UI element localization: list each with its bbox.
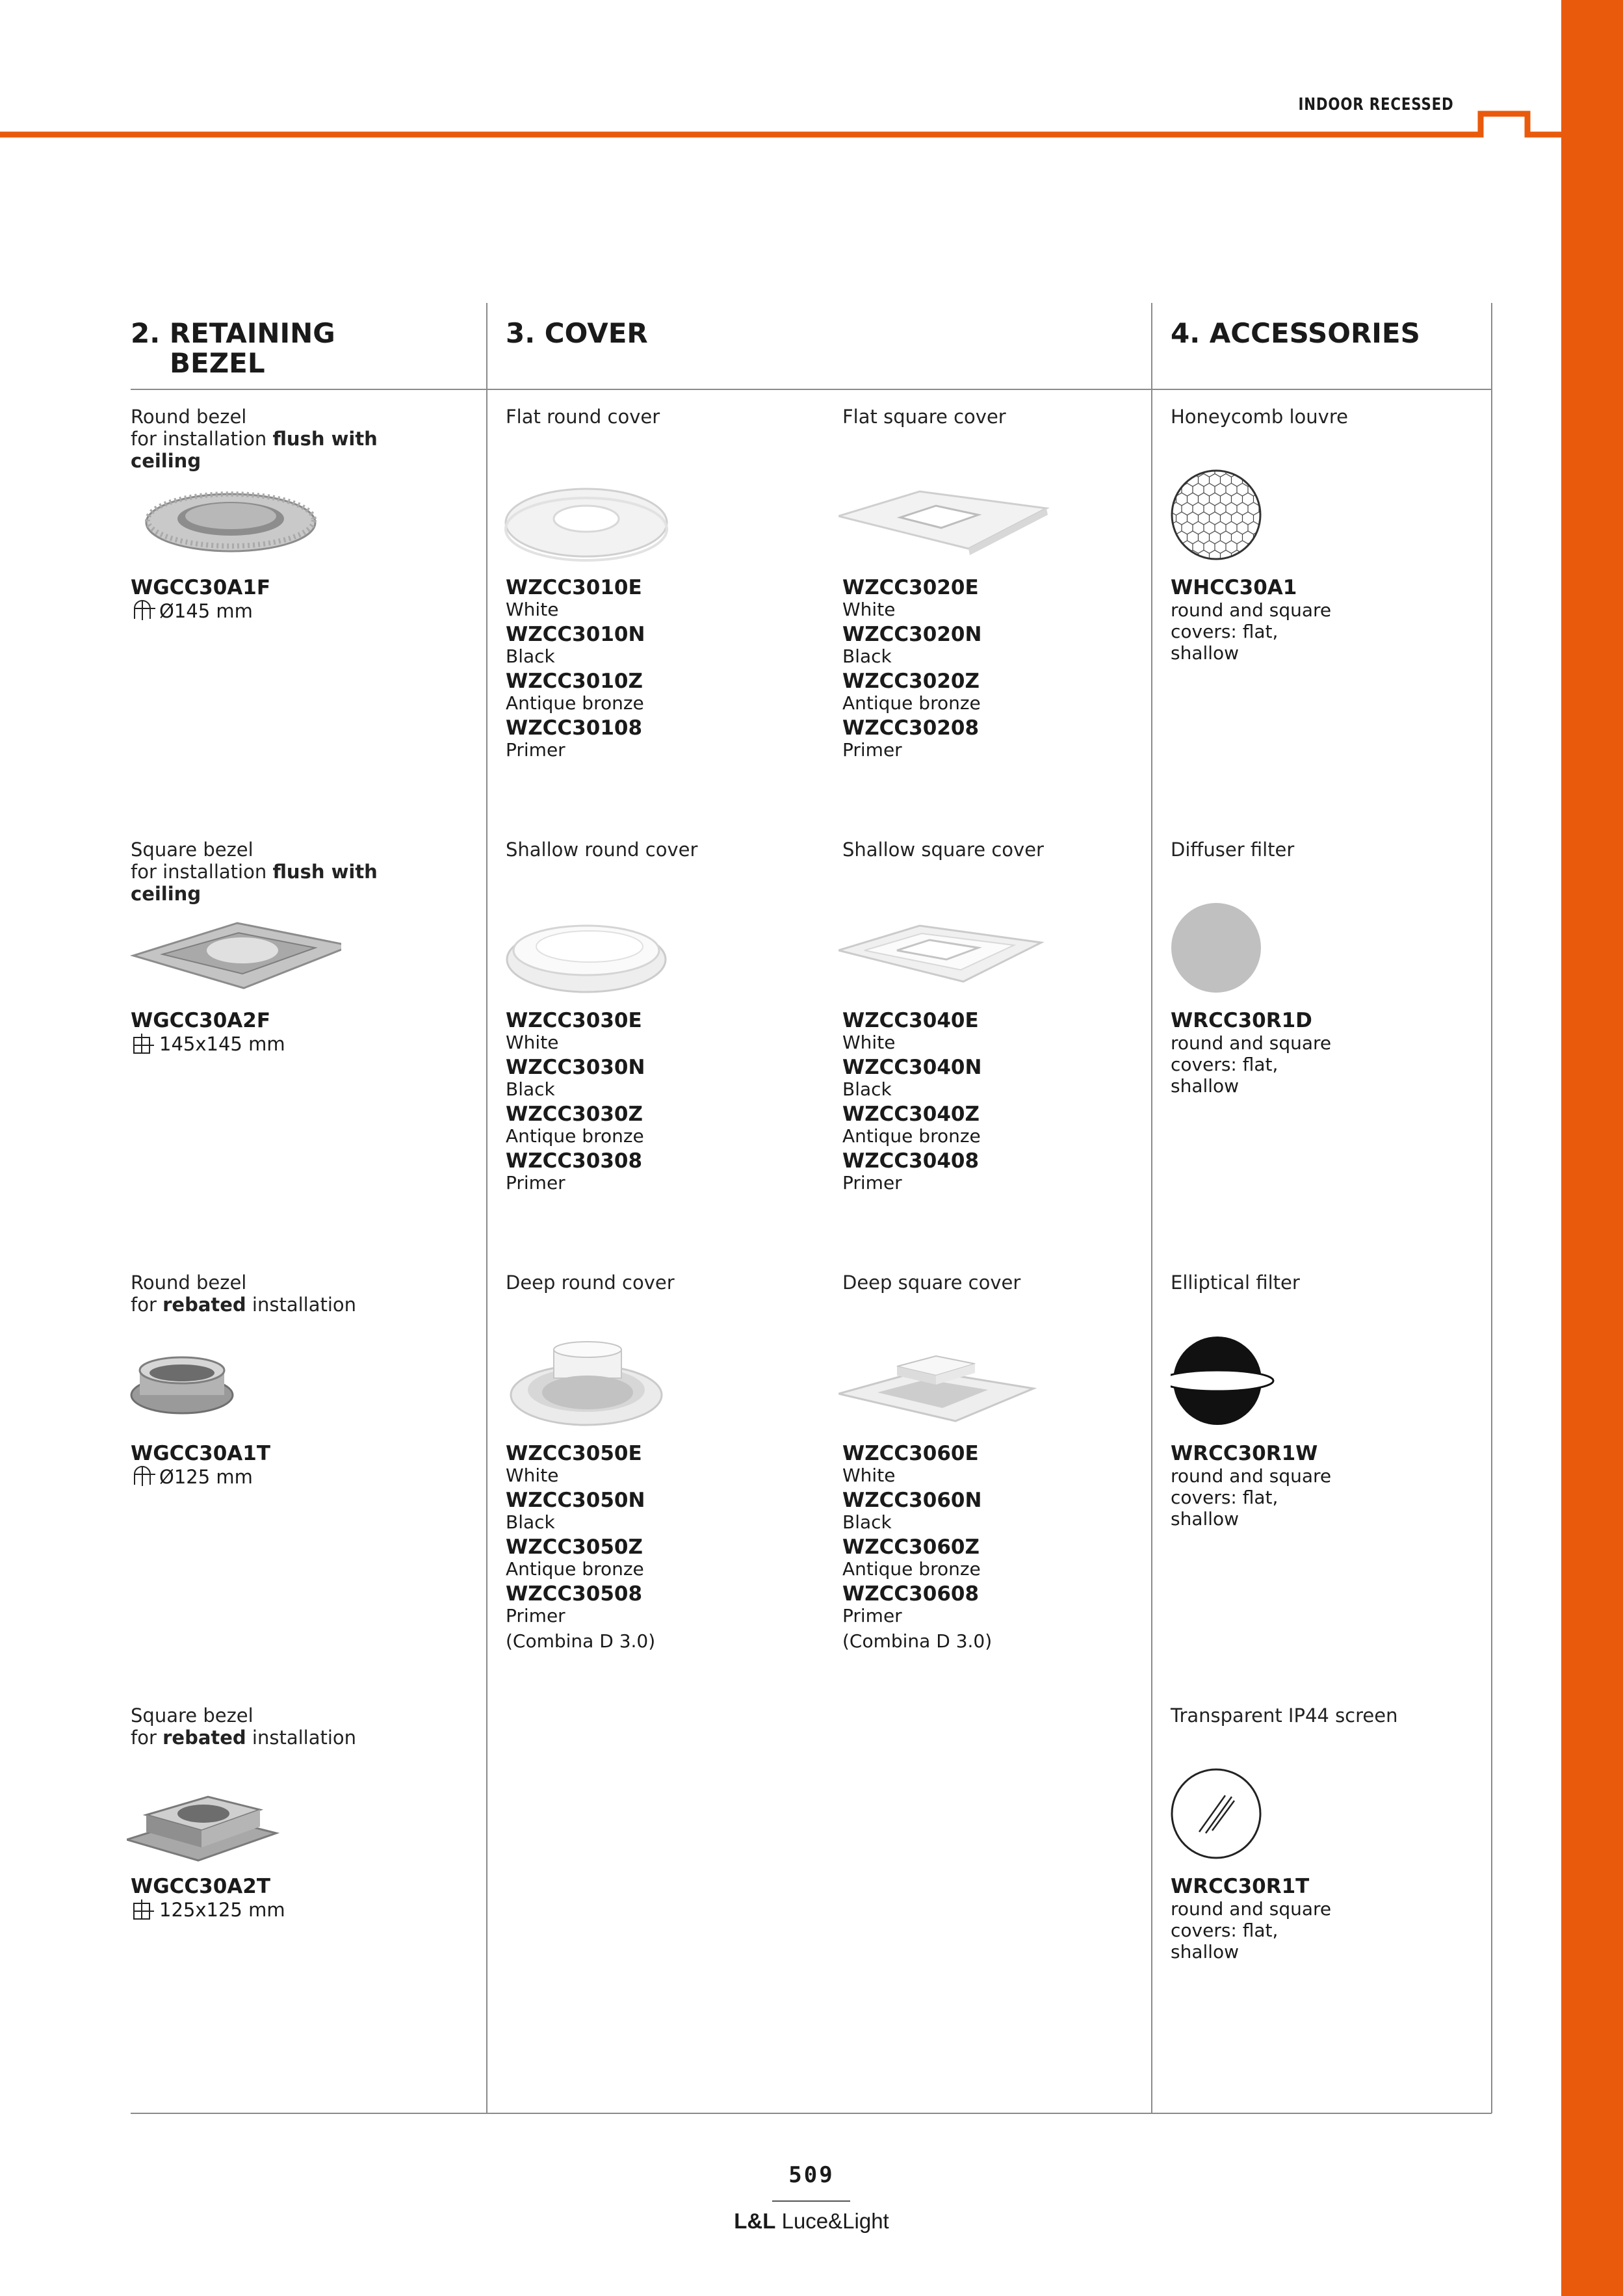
- product-code: WZCC3030Z: [506, 1102, 643, 1126]
- cover-variants: [842, 1009, 1154, 1196]
- table-bottom-rule: [131, 2113, 1492, 2114]
- bezel-item: [131, 1704, 449, 1921]
- bezel-description: Round bezel for installation flush with ceiling: [131, 406, 378, 472]
- product-code: WZCC3050N: [506, 1489, 645, 1512]
- bezel-description: Round bezel for rebated installation: [131, 1272, 357, 1316]
- round-cutout-icon: [131, 1465, 157, 1489]
- accessory-item: [1171, 406, 1489, 664]
- product-code: WZCC3060E: [842, 1442, 979, 1465]
- product-code: WZCC3020N: [842, 623, 982, 646]
- column-divider-3: [1491, 303, 1492, 2113]
- product-code: WZCC30408: [842, 1149, 980, 1173]
- shallow-round-cover-image: [502, 897, 716, 1001]
- compatibility-note: round and square covers: flat, shallow: [1171, 1898, 1332, 1963]
- cutout-dimension: 145x145 mm: [131, 1032, 443, 1056]
- cover-title: Flat square cover: [842, 406, 1006, 428]
- heading-line-2: BEZEL: [170, 347, 265, 379]
- product-code: WZCC3020Z: [842, 670, 980, 693]
- finish-label: Antique bronze: [842, 1558, 981, 1580]
- compatibility-note: (Combina D 3.0): [842, 1630, 993, 1652]
- product-code: WGCC30A2F: [131, 1009, 271, 1032]
- honeycomb-icon: [1171, 464, 1385, 568]
- product-code: WZCC3010Z: [506, 670, 643, 693]
- product-code: WZCC30308: [506, 1149, 643, 1173]
- bezel-specs: [131, 1442, 443, 1489]
- cover-item: [842, 1272, 1161, 1652]
- column-heading-bezel: [131, 319, 335, 378]
- product-code: WZCC30608: [842, 1582, 980, 1606]
- product-code: WHCC30A1: [1171, 576, 1297, 599]
- finish-label: Primer: [842, 1172, 902, 1194]
- brand-logo: L&L Luce&Light: [734, 2209, 889, 2233]
- product-code: WZCC3060Z: [842, 1535, 980, 1559]
- diffuser-disc-icon: [1171, 897, 1385, 1001]
- finish-label: White: [842, 1032, 896, 1053]
- finish-label: Primer: [506, 739, 565, 761]
- product-code: WZCC3030E: [506, 1009, 642, 1032]
- cover-title: Deep square cover: [842, 1272, 1021, 1294]
- flat-square-cover-image: [838, 464, 1053, 568]
- accessory-specs: [1171, 576, 1483, 664]
- cutout-dimension: 125x125 mm: [131, 1898, 443, 1922]
- finish-label: Primer: [506, 1172, 565, 1194]
- square-bezel-image: [127, 897, 341, 1001]
- bezel-description: Square bezel for rebated installation: [131, 1704, 357, 1749]
- finish-label: White: [842, 599, 896, 620]
- cover-title: Shallow square cover: [842, 839, 1044, 861]
- cover-variants: [842, 1442, 1154, 1652]
- product-code: WZCC3030N: [506, 1056, 645, 1079]
- cover-item: [506, 1272, 824, 1652]
- finish-label: White: [506, 599, 559, 620]
- flat-round-cover-image: [502, 464, 716, 568]
- finish-label: Black: [506, 1511, 555, 1533]
- product-code: WZCC30208: [842, 716, 980, 740]
- square-cutout-icon: [131, 1898, 157, 1922]
- column-divider-2: [1151, 303, 1152, 2113]
- finish-label: Black: [842, 1078, 892, 1100]
- orange-sidebar: [1561, 0, 1623, 2296]
- bezel-specs: [131, 1875, 443, 1922]
- product-code: WZCC3040N: [842, 1056, 982, 1079]
- accessory-specs: [1171, 1442, 1483, 1530]
- product-code: WZCC3020E: [842, 576, 979, 599]
- accessory-title: Transparent IP44 screen: [1171, 1704, 1398, 1727]
- finish-label: Antique bronze: [842, 1125, 981, 1147]
- square-cutout-icon: [131, 1032, 157, 1056]
- section-label: INDOOR RECESSED: [1298, 95, 1454, 114]
- page-number-rule: [772, 2200, 850, 2202]
- finish-label: Primer: [842, 739, 902, 761]
- square-rebated-bezel-image: [127, 1763, 341, 1867]
- deep-square-cover-image: [838, 1330, 1053, 1434]
- product-code: WGCC30A1F: [131, 576, 271, 599]
- product-code: WZCC3010N: [506, 623, 645, 646]
- cover-variants: [506, 1442, 818, 1652]
- product-code: WZCC3040E: [842, 1009, 979, 1032]
- compatibility-note: round and square covers: flat, shallow: [1171, 1465, 1332, 1530]
- cutout-dimension: Ø125 mm: [131, 1465, 443, 1489]
- finish-label: Black: [506, 646, 555, 667]
- compatibility-note: (Combina D 3.0): [506, 1630, 656, 1652]
- bezel-description: Square bezel for installation flush with ceiling: [131, 839, 378, 905]
- product-code: WGCC30A2T: [131, 1875, 270, 1898]
- round-rebated-bezel-image: [127, 1330, 341, 1434]
- finish-label: Black: [506, 1078, 555, 1100]
- product-code: WZCC3040Z: [842, 1102, 980, 1126]
- cover-variants: [842, 576, 1154, 763]
- product-code: WRCC30R1T: [1171, 1875, 1310, 1898]
- cover-variants: [506, 1009, 818, 1196]
- glass-screen-icon: [1171, 1763, 1385, 1867]
- accessory-item: [1171, 839, 1489, 1097]
- bezel-item: [131, 406, 449, 622]
- bezel-specs: [131, 576, 443, 623]
- finish-label: Antique bronze: [506, 692, 644, 714]
- finish-label: White: [506, 1032, 559, 1053]
- accessory-specs: [1171, 1875, 1483, 1963]
- product-code: WZCC3060N: [842, 1489, 982, 1512]
- accessory-item: [1171, 1272, 1489, 1530]
- product-code: WZCC3050Z: [506, 1535, 643, 1559]
- column-heading-accessories: 4. ACCESSORIES: [1171, 317, 1420, 349]
- bezel-item: [131, 839, 449, 1055]
- round-bezel-image: [127, 464, 341, 568]
- finish-label: Primer: [506, 1605, 565, 1626]
- bezel-item: [131, 1272, 449, 1488]
- cover-item: [506, 406, 824, 761]
- deep-round-cover-image: [502, 1330, 716, 1434]
- finish-label: Black: [842, 1511, 892, 1533]
- finish-label: Antique bronze: [842, 692, 981, 714]
- column-divider-1: [486, 303, 487, 2113]
- cover-item: [506, 839, 824, 1194]
- header-rule: [0, 0, 1561, 150]
- compatibility-note: round and square covers: flat, shallow: [1171, 599, 1332, 664]
- cutout-dimension: Ø145 mm: [131, 599, 443, 623]
- cover-title: Shallow round cover: [506, 839, 698, 861]
- finish-label: Antique bronze: [506, 1558, 644, 1580]
- product-code: WZCC30508: [506, 1582, 643, 1606]
- header-separator: [131, 389, 1492, 390]
- page-number: 509: [788, 2162, 835, 2188]
- accessory-title: Diffuser filter: [1171, 839, 1295, 861]
- product-code: WGCC30A1T: [131, 1442, 270, 1465]
- finish-label: White: [506, 1465, 559, 1486]
- accessory-title: Honeycomb louvre: [1171, 406, 1348, 428]
- cover-variants: [506, 576, 818, 763]
- bezel-specs: [131, 1009, 443, 1056]
- finish-label: Primer: [842, 1605, 902, 1626]
- finish-label: Black: [842, 646, 892, 667]
- product-code: WZCC30108: [506, 716, 643, 740]
- compatibility-note: round and square covers: flat, shallow: [1171, 1032, 1332, 1097]
- finish-label: Antique bronze: [506, 1125, 644, 1147]
- product-code: WRCC30R1D: [1171, 1009, 1312, 1032]
- accessory-title: Elliptical filter: [1171, 1272, 1300, 1294]
- cover-item: [842, 406, 1161, 761]
- elliptical-filter-icon: [1171, 1330, 1385, 1434]
- product-code: WZCC3010E: [506, 576, 642, 599]
- product-code: WZCC3050E: [506, 1442, 642, 1465]
- column-heading-cover: 3. COVER: [506, 317, 648, 349]
- cover-item: [842, 839, 1161, 1194]
- product-code: WRCC30R1W: [1171, 1442, 1318, 1465]
- heading-line-1: 2. RETAINING: [131, 317, 335, 349]
- accessory-item: [1171, 1704, 1489, 1963]
- finish-label: White: [842, 1465, 896, 1486]
- cover-title: Deep round cover: [506, 1272, 675, 1294]
- shallow-square-cover-image: [838, 897, 1053, 1001]
- cover-title: Flat round cover: [506, 406, 660, 428]
- accessory-specs: [1171, 1009, 1483, 1097]
- round-cutout-icon: [131, 599, 157, 623]
